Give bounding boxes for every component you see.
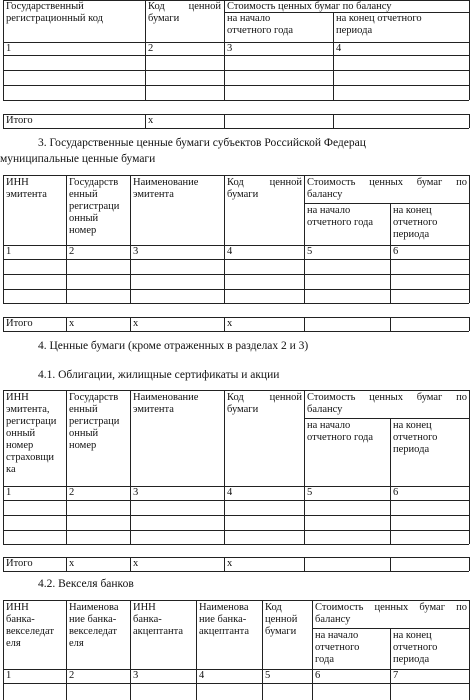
total-x-mark: х: [69, 558, 75, 569]
header-security-code: Код ценной бумаги: [227, 177, 302, 201]
column-number: 2: [148, 43, 154, 54]
column-number: 2: [69, 246, 75, 257]
column-number: 3: [227, 43, 233, 54]
total-x-mark: х: [227, 558, 233, 569]
column-number: 7: [393, 670, 399, 681]
total-label: Итого: [6, 558, 33, 569]
header-balance-cost: Стоимость ценных бумаг по балансу: [307, 392, 467, 416]
header-drawer-bank-name: Наименова ние банка- векселедат еля: [69, 602, 119, 650]
header-issuer-inn: ИНН эмитента, регистраци онный номер страховщи ка: [6, 392, 57, 476]
total-label: Итого: [6, 318, 33, 329]
section-4-title: 4. Ценные бумаги (кроме отраженных в разделах 2 и 3): [38, 340, 309, 352]
header-period-end: на конец отчетного периода: [336, 13, 422, 37]
header-period-start: на начало отчетного года: [227, 13, 294, 37]
total-x-mark: х: [133, 558, 139, 569]
column-number: 2: [69, 670, 75, 681]
header-period-start: на начало отчетного года: [315, 630, 360, 666]
header-state-reg-number: Государств енный регистраци онный номер: [69, 392, 120, 452]
header-balance-cost: Стоимость ценных бумаг по балансу: [227, 1, 392, 12]
total-x-mark: х: [133, 318, 139, 329]
header-drawer-bank-inn: ИНН банка- векселедат еля: [6, 602, 54, 650]
total-x-mark: х: [69, 318, 75, 329]
column-number: 5: [307, 487, 313, 498]
header-issuer-inn: ИНН эмитента: [6, 177, 47, 201]
header-security-code: Код ценной бумаги: [227, 392, 302, 416]
column-number: 6: [315, 670, 321, 681]
section-4-2-title: 4.2. Векселя банков: [38, 578, 134, 590]
header-registration-code: Государственный регистрационный код: [6, 1, 104, 25]
column-number: 3: [133, 670, 139, 681]
section-3-title-continued: муниципальные ценные бумаги: [0, 153, 156, 165]
header-period-end: на конец отчетного периода: [393, 630, 438, 666]
column-number: 6: [393, 487, 399, 498]
section-4-1-title: 4.1. Облигации, жилищные сертификаты и акции: [38, 369, 280, 381]
header-issuer-name: Наименование эмитента: [133, 392, 199, 416]
column-number: 4: [336, 43, 342, 54]
header-state-reg-number: Государств енный регистраци онный номер: [69, 177, 120, 237]
column-number: 4: [227, 487, 233, 498]
column-number: 6: [393, 246, 399, 257]
total-label: Итого: [6, 115, 33, 126]
header-issuer-name: Наименование эмитента: [133, 177, 199, 201]
header-security-code: Код ценной бумаги: [265, 602, 298, 638]
section-3-title: 3. Государственные ценные бумаги субъектов Российской Федерац: [38, 137, 366, 149]
column-number: 4: [227, 246, 233, 257]
header-period-end: на конец отчетного периода: [393, 205, 438, 241]
total-x-mark: х: [227, 318, 233, 329]
column-number: 5: [307, 246, 313, 257]
header-period-end: на конец отчетного периода: [393, 420, 438, 456]
header-acceptor-bank-inn: ИНН банка- акцептанта: [133, 602, 184, 638]
column-number: 5: [265, 670, 271, 681]
header-balance-cost: Стоимость ценных бумаг по балансу: [307, 177, 467, 201]
column-number: 4: [199, 670, 205, 681]
header-balance-cost: Стоимость ценных бумаг по балансу: [315, 602, 467, 626]
total-x-mark: х: [148, 115, 154, 126]
header-security-code: Код ценной бумаги: [148, 1, 221, 25]
column-number: 3: [133, 487, 139, 498]
column-number: 1: [6, 670, 12, 681]
column-number: 2: [69, 487, 75, 498]
column-number: 1: [6, 487, 12, 498]
column-number: 3: [133, 246, 139, 257]
header-acceptor-bank-name: Наименова ние банка- акцептанта: [199, 602, 250, 638]
column-number: 1: [6, 246, 12, 257]
header-period-start: на начало отчетного года: [307, 205, 374, 229]
column-number: 1: [6, 43, 12, 54]
header-period-start: на начало отчетного года: [307, 420, 374, 444]
